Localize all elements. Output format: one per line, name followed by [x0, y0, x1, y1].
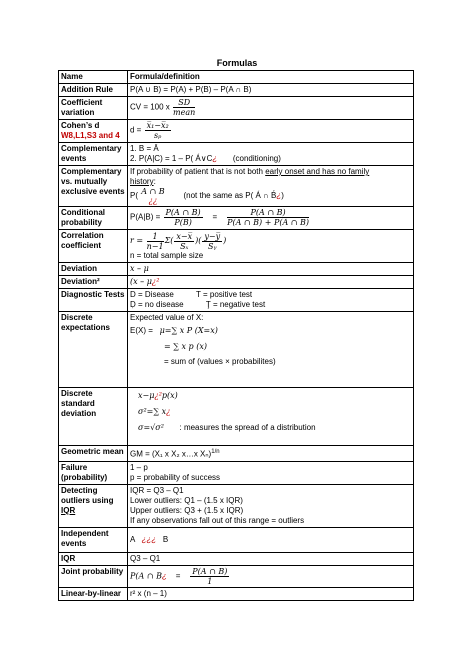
table-row: [59, 565, 414, 587]
formula-text: μ=∑ x P (X=x): [159, 326, 218, 335]
table-row: [59, 143, 414, 166]
fraction-numerator: P(A ∩ B): [192, 566, 228, 576]
table-row: [59, 446, 414, 462]
table-row: [59, 527, 414, 552]
formula-text: A: [130, 534, 135, 544]
formula-exponent: 1/n: [211, 449, 220, 455]
formula-text: D = Disease: [130, 290, 174, 299]
page-title: Formulas: [216, 58, 258, 68]
inverted-question-mark: ¿²: [154, 391, 162, 400]
formula-note: n = total sample size: [130, 251, 204, 260]
table-row: [59, 276, 414, 289]
formula-text: x−μ: [138, 391, 155, 400]
row-formula: [128, 388, 414, 446]
row-name: Detecting outliers using: [61, 485, 114, 505]
formula-line: Upper outliers: Q3 + (1.5 x IQR): [130, 505, 244, 515]
formula-text: T = positive test: [196, 290, 253, 299]
row-formula: [128, 446, 414, 462]
fraction: [174, 232, 194, 251]
row-formula: [128, 97, 414, 120]
row-name: Complementary events: [59, 143, 128, 166]
formula-text: )(: [195, 236, 202, 245]
fraction-denominator: 1: [207, 576, 213, 586]
fraction-denominator: mean: [173, 108, 196, 117]
row-name: Complementary vs. mutually exclusive events: [59, 166, 128, 207]
row-formula: [128, 120, 414, 143]
formula-lhs: E(X) =: [130, 326, 153, 335]
row-formula: [128, 289, 414, 312]
formula-text: p(x): [161, 391, 178, 400]
inverted-question-mark: ¿²: [151, 277, 160, 286]
fraction-denominator: P(B): [174, 218, 192, 227]
formula-lhs: P(A|B) =: [130, 212, 161, 222]
formulas-table: [58, 70, 414, 601]
definition-underlined: early onset and has no family: [265, 167, 370, 176]
formula-note: : measures the spread of a distribution: [179, 423, 316, 432]
fraction-numerator: y−y̅: [204, 231, 221, 241]
row-formula: P(A ∪ B) = P(A) + P(B) – P(A ∩ B): [128, 84, 414, 97]
row-name: Discrete expectations: [59, 312, 128, 388]
formula-line: [130, 177, 411, 187]
definition-underlined: history: [130, 177, 154, 186]
row-formula: x – μ: [128, 263, 414, 276]
formula-line: [130, 389, 411, 403]
formula-line: [130, 231, 411, 251]
row-name: Discrete standard deviation: [59, 388, 128, 446]
row-name: IQR: [59, 552, 128, 565]
row-formula: [128, 143, 414, 166]
row-name: Joint probability: [59, 565, 128, 587]
fraction-numerator: 1: [147, 232, 164, 242]
row-name-underlined: IQR: [61, 505, 76, 515]
formula-line: IQR = Q3 – Q1: [130, 485, 184, 495]
equals-sign: =: [212, 212, 218, 222]
row-formula: [128, 565, 414, 587]
table-row: [59, 289, 414, 312]
row-name: Linear-by-linear: [59, 587, 128, 600]
formula-line: Lower outliers: Q1 – (1.5 x IQR): [130, 495, 243, 505]
formula-line: [130, 403, 411, 421]
definition-text: :: [153, 177, 156, 186]
formula-text: σ²=∑ x: [138, 407, 167, 416]
row-formula: Q3 – Q1: [128, 552, 414, 565]
fraction: [147, 232, 164, 251]
row-formula: [128, 312, 414, 388]
table-row: [59, 587, 414, 600]
formula-lhs: P(: [130, 191, 138, 201]
formula-lhs: r =: [130, 236, 144, 245]
formula-line: [130, 421, 411, 435]
lecture-reference: W8,L1,S3 and 4: [61, 131, 120, 140]
fraction-denominator: sₚ: [153, 131, 162, 140]
row-name-cell: [59, 484, 128, 527]
fraction: [164, 208, 203, 227]
formula-line: p = probability of success: [130, 472, 221, 482]
row-formula: [128, 461, 414, 484]
table-header-row: [59, 71, 414, 84]
formula-line: [130, 154, 411, 164]
row-name: Diagnostic Tests: [59, 289, 128, 312]
table-row: [59, 312, 414, 388]
row-name: Deviation: [59, 263, 128, 276]
formula-text: Ḍ = no disease: [130, 300, 184, 309]
table-row: [59, 207, 414, 230]
table-row: [59, 84, 414, 97]
inverted-question-mark: ¿: [161, 571, 167, 581]
formula-text: 2. P(A|C) = 1 – P( Á∨C: [130, 154, 213, 163]
definition-text: If probability of patient that is not both: [130, 167, 266, 176]
row-name: Deviation²: [59, 276, 128, 289]
table-row: [59, 388, 414, 446]
sigma-symbol: Σ(: [164, 236, 174, 245]
formula-lhs: d =: [130, 125, 142, 135]
fraction-denominator: Sᵧ: [207, 241, 217, 251]
fraction-numerator: SD: [173, 98, 195, 108]
row-name: Correlation coefficient: [59, 230, 128, 263]
formula-note: (not the same as P( Á ∩ B́: [183, 191, 277, 201]
row-formula: [128, 207, 414, 230]
table-row: [59, 263, 414, 276]
formula-lhs: P(A ∩ B: [130, 571, 162, 581]
formula-line: If any observations fall out of this range = outliers: [130, 515, 305, 525]
inverted-question-mark: ¿: [276, 191, 282, 201]
formula-line: [130, 187, 411, 205]
table-row: [59, 97, 414, 120]
row-formula: [128, 276, 414, 289]
formula-text: ): [281, 191, 284, 201]
fraction-numerator: P(A ∩ B): [165, 208, 201, 217]
formula-text: (x – μ: [130, 277, 152, 286]
formula-text: GM = (X₁ x X₂ x…x Xₙ): [130, 449, 212, 459]
formula-line: [130, 290, 411, 300]
formula-line: Expected value of X:: [130, 313, 204, 322]
fraction-denominator: n−1: [146, 241, 164, 251]
fraction: [202, 232, 222, 251]
column-header-name: Name: [59, 71, 128, 84]
inverted-question-mark: ¿: [166, 407, 171, 416]
fraction-denominator: Sₓ: [180, 241, 189, 251]
fraction: [141, 187, 164, 205]
formula-line: [130, 300, 411, 310]
row-name: Addition Rule: [59, 84, 128, 97]
formula-text: σ=√σ²: [138, 423, 164, 432]
row-name: Coefficient variation: [59, 97, 128, 120]
row-name: Conditional probability: [59, 207, 128, 230]
row-name: Independent events: [59, 527, 128, 552]
inverted-question-mark: ¿¿¿: [141, 534, 157, 544]
row-formula: r² x (n – 1): [128, 587, 414, 600]
row-formula: [128, 166, 414, 207]
formula-note: (conditioning): [232, 154, 281, 163]
row-formula: [128, 484, 414, 527]
fraction: [190, 567, 229, 586]
row-name-cell: [59, 120, 128, 143]
row-formula: [128, 527, 414, 552]
fraction-numerator: x̅₁−x̅₂: [146, 121, 169, 130]
row-formula: [128, 230, 414, 263]
formula-line: 1 – p: [130, 462, 148, 472]
formula-lhs: CV = 100 x: [130, 102, 170, 112]
fraction: [145, 121, 171, 140]
formula-line: [130, 323, 411, 339]
fraction-denominator: P(A ∩ B) + P(Á ∩ B): [227, 218, 310, 227]
equals-sign: =: [175, 571, 181, 581]
formula-line: [130, 167, 411, 177]
formula-line: = sum of (values × probabilites): [164, 357, 276, 366]
formula-text: ): [223, 236, 227, 245]
row-name: Failure (probability): [59, 461, 128, 484]
fraction: [227, 208, 309, 227]
row-name: Cohen’s d: [61, 121, 100, 130]
table-row: [59, 166, 414, 207]
table-row: [59, 230, 414, 263]
inverted-question-mark: ¿: [212, 154, 218, 163]
fraction: [173, 98, 195, 117]
table-row: [59, 120, 414, 143]
formula-line: 1. B = Ā: [130, 144, 159, 153]
table-row: [59, 484, 414, 527]
fraction-numerator: x−x̅: [176, 231, 193, 241]
column-header-formula: Formula/definition: [128, 71, 414, 84]
formula-text: Ţ = negative test: [205, 300, 266, 309]
fraction-numerator: A ∩ B: [141, 187, 165, 196]
table-row: [59, 552, 414, 565]
row-name: Geometric mean: [59, 446, 128, 462]
fraction-numerator: P(A ∩ B): [227, 208, 309, 218]
fraction-denominator: ¿¿: [148, 196, 158, 205]
table-row: [59, 461, 414, 484]
formula-text: B: [162, 534, 169, 544]
formula-line: = ∑ x p (x): [164, 342, 207, 351]
